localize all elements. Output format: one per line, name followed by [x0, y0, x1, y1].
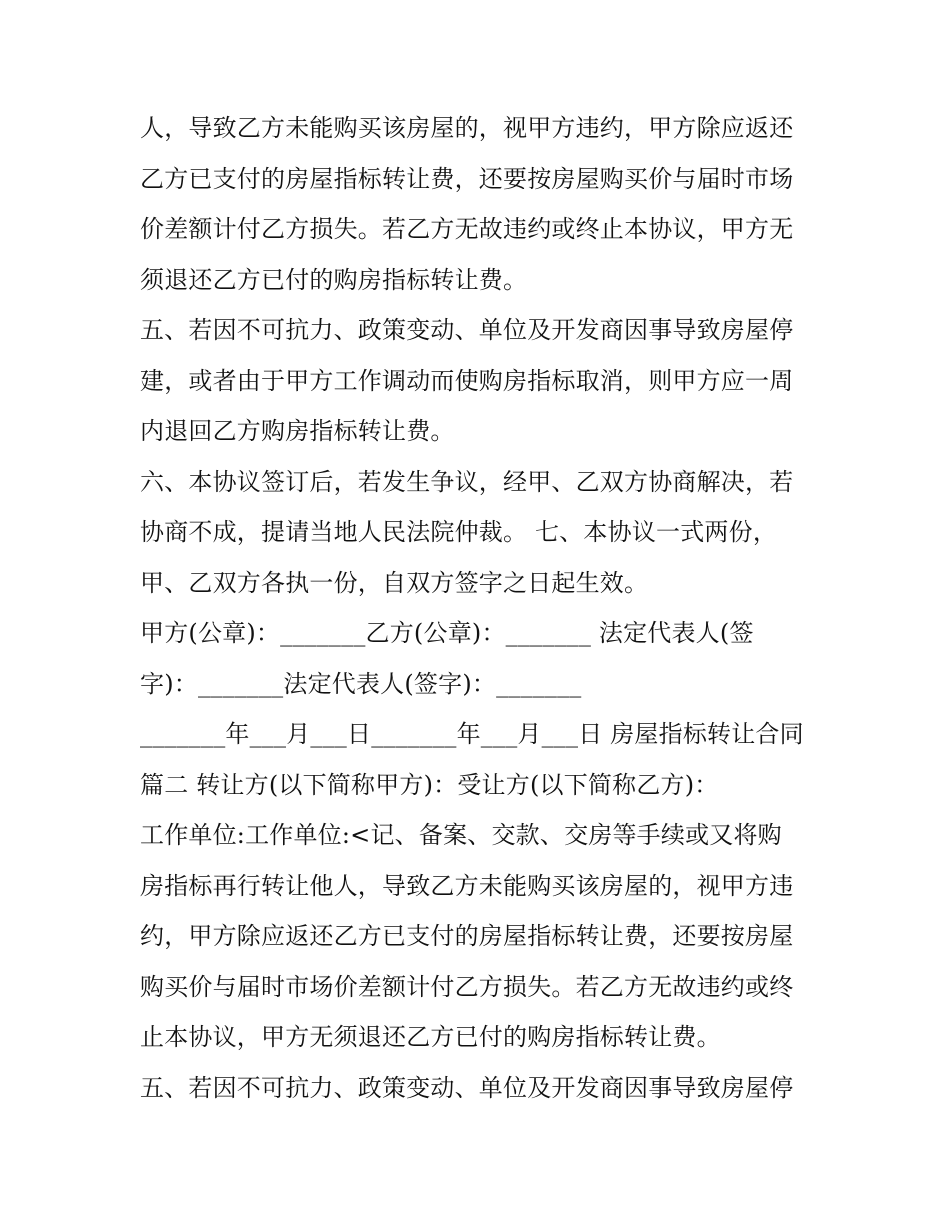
- contract-parties-heading: 篇二 转让方(以下简称甲方)：受让方(以下简称乙方)：: [140, 770, 719, 799]
- paragraph-breach-clause: [140, 103, 820, 305]
- document-body: [140, 103, 820, 1113]
- signature-line: 字)：_______法定代表人(签字)：_______: [140, 669, 582, 698]
- text-line: 房指标再行转让他人，导致乙方未能购买该房屋的，视甲方违: [140, 871, 794, 900]
- paragraph-contract-two-clause-five: [140, 1063, 820, 1114]
- date-and-next-contract-heading: [140, 709, 820, 810]
- text-line: 六、本协议签订后，若发生争议，经甲、乙双方协商解决，若: [140, 467, 794, 496]
- paragraph-clause-six-seven: [140, 457, 820, 609]
- text-line: 约，甲方除应返还乙方已支付的房屋指标转让费，还要按房屋: [140, 922, 794, 950]
- text-line: 五、若因不可抗力、政策变动、单位及开发商因事导致房屋停: [140, 316, 794, 344]
- text-line: 价差额计付乙方损失。若乙方无故违约或终止本协议，甲方无: [140, 215, 794, 243]
- signature-block: [140, 608, 820, 709]
- text-line: 协商不成，提请当地人民法院仲裁。 七、本协议一式两份，: [140, 518, 778, 546]
- text-line: 须退还乙方已付的购房指标转让费。: [140, 265, 528, 294]
- text-line: 甲、乙双方各执一份，自双方签字之日起生效。: [140, 568, 649, 597]
- text-line: 工作单位:工作单位:<记、备案、交款、交房等手续或又将购: [140, 821, 782, 849]
- signature-line: 甲方(公章)：_______乙方(公章)：_______ 法定代表人(签: [140, 619, 754, 647]
- text-line: 内退回乙方购房指标转让费。: [140, 417, 455, 445]
- text-line: 购买价与届时市场价差额计付乙方损失。若乙方无故违约或终: [140, 972, 794, 1001]
- text-line: 五、若因不可抗力、政策变动、单位及开发商因事导致房屋停: [140, 1073, 794, 1102]
- date-line: _______年___月___日_______年___月___日 房屋指标转让合同: [140, 720, 804, 748]
- text-line: 止本协议，甲方无须退还乙方已付的购房指标转让费。: [140, 1023, 721, 1051]
- paragraph-contract-two-breach: [140, 810, 820, 1063]
- paragraph-clause-five: [140, 305, 820, 457]
- text-line: 乙方已支付的房屋指标转让费，还要按房屋购买价与届时市场: [140, 164, 794, 193]
- text-line: 建，或者由于甲方工作调动而使购房指标取消，则甲方应一周: [140, 366, 794, 395]
- text-line: 人，导致乙方未能购买该房屋的，视甲方违约，甲方除应返还: [140, 114, 794, 142]
